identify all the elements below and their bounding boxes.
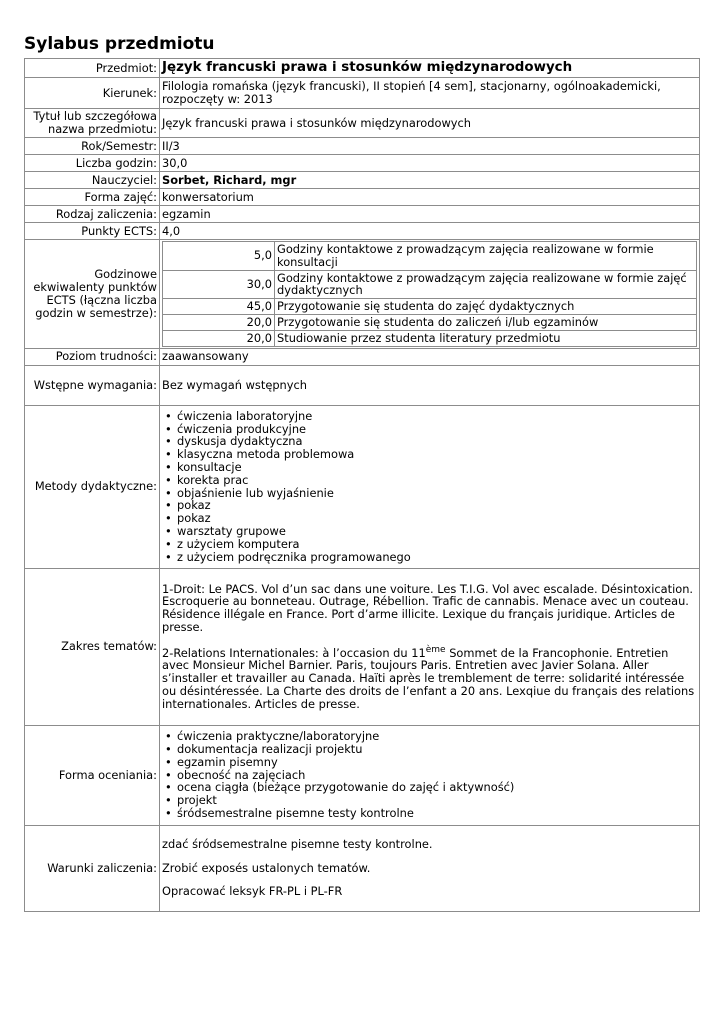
list-item: • korekta prac [162,474,697,487]
list-item: • ćwiczenia praktyczne/laboratoryjne [162,730,697,743]
hours-amount: 5,0 [163,242,275,271]
godzinowe-label: Godzinowe ekwiwalenty punktów ECTS (łączna liczba godzin w semestrze): [25,240,160,349]
godzinowe-value [160,240,700,349]
wymagania-value: Bez wymagań wstępnych [160,365,700,405]
metody-list [162,410,697,564]
zakres-value [160,568,700,725]
hours-item [163,299,697,315]
row-tytul [25,109,700,138]
row-rok [25,138,700,155]
tytul-label: Tytuł lub szczegółowa nazwa przedmiotu: [25,109,160,138]
row-przedmiot [25,59,700,78]
zakres-p2-start: 2-Relations Internationales: à l’occasion du 11 [162,645,426,660]
warunki-label: Warunki zaliczenia: [25,825,160,911]
list-item: • konsultacje [162,461,697,474]
kierunek-value: Filologia romańska (język francuski), II stopień [4 sem], stacjonarny, ogólnoakademicki, rozpoczęty w: 2013 [160,78,700,109]
kierunek-label: Kierunek: [25,78,160,109]
forma-oceniania-list [162,730,697,820]
syllabus-table [24,58,700,912]
warunki-line-1: zdać śródsemestralne pisemne testy kontrolne. [162,836,433,851]
list-item: • z użyciem podręcznika programowanego [162,551,697,564]
list-item: • klasyczna metoda problemowa [162,448,697,461]
liczba-godzin-label: Liczba godzin: [25,155,160,172]
list-item: • pokaz [162,499,697,512]
list-item: • obecność na zajęciach [162,769,697,782]
list-item: • objaśnienie lub wyjaśnienie [162,487,697,500]
nauczyciel-value: Sorbet, Richard, mgr [160,172,700,189]
list-item: • ćwiczenia produkcyjne [162,423,697,436]
hours-amount: 20,0 [163,330,275,346]
row-ects [25,223,700,240]
list-item: • dyskusja dydaktyczna [162,435,697,448]
forma-oceniania-value [160,725,700,825]
hours-item [163,330,697,346]
row-wymagania [25,365,700,405]
forma-zajec-label: Forma zajęć: [25,189,160,206]
zakres-p2-superscript: ème [425,644,446,655]
hours-item [163,314,697,330]
page-title: Sylabus przedmiotu [24,34,215,54]
zakres-paragraph-2 [162,644,697,711]
row-zakres [25,568,700,725]
hours-description: Przygotowanie się studenta do zajęć dydaktycznych [275,299,697,315]
row-kierunek [25,78,700,109]
rok-label: Rok/Semestr: [25,138,160,155]
warunki-line-3: Opracować leksyk FR-PL i PL-FR [162,884,343,899]
hours-list [162,241,697,347]
poziom-value: zaawansowany [160,348,700,365]
forma-oceniania-label: Forma oceniania: [25,725,160,825]
row-forma-zajec [25,189,700,206]
tytul-value: Język francuski prawa i stosunków międzynarodowych [160,109,700,138]
przedmiot-label: Przedmiot: [25,59,160,78]
poziom-label: Poziom trudności: [25,348,160,365]
list-item: • pokaz [162,512,697,525]
list-item: • z użyciem komputera [162,538,697,551]
rok-value: II/3 [160,138,700,155]
list-item: • dokumentacja realizacji projektu [162,743,697,756]
metody-value [160,405,700,568]
liczba-godzin-value: 30,0 [160,155,700,172]
zakres-label: Zakres tematów: [25,568,160,725]
row-godzinowe [25,240,700,349]
list-item: • projekt [162,794,697,807]
row-rodzaj-zaliczenia [25,206,700,223]
hours-item [163,242,697,271]
row-forma-oceniania [25,725,700,825]
row-warunki [25,825,700,911]
list-item: • ocena ciągła (bieżące przygotowanie do zajęć i aktywność) [162,781,697,794]
warunki-line-2: Zrobić exposés ustalonych tematów. [162,860,371,875]
ects-label: Punkty ECTS: [25,223,160,240]
hours-description: Godziny kontaktowe z prowadzącym zajęcia realizowane w formie konsultacji [275,242,697,271]
list-item: • śródsemestralne pisemne testy kontrolne [162,807,697,820]
row-metody [25,405,700,568]
hours-description: Godziny kontaktowe z prowadzącym zajęcia realizowane w formie zajęć dydaktycznych [275,270,697,299]
nauczyciel-label: Nauczyciel: [25,172,160,189]
list-item: • warsztaty grupowe [162,525,697,538]
hours-description: Studiowanie przez studenta literatury przedmiotu [275,330,697,346]
wymagania-label: Wstępne wymagania: [25,365,160,405]
hours-amount: 30,0 [163,270,275,299]
przedmiot-value: Język francuski prawa i stosunków międzynarodowych [160,59,700,78]
row-liczba-godzin [25,155,700,172]
hours-amount: 45,0 [163,299,275,315]
hours-amount: 20,0 [163,314,275,330]
rodzaj-zaliczenia-label: Rodzaj zaliczenia: [25,206,160,223]
rodzaj-zaliczenia-value: egzamin [160,206,700,223]
warunki-value [160,825,700,911]
forma-zajec-value: konwersatorium [160,189,700,206]
hours-item [163,270,697,299]
row-poziom [25,348,700,365]
zakres-p2-end: Sommet de la Francophonie. Entretien avec Monsieur Michel Barnier. Paris, toujours Paris. Entretien avec Javier Solana. Aller s’installer et travailler au Canada. Haïti après le tremblement de terre: solidarité intéressée ou désintéressée. La Charte des droits de l’enfant a 20 ans. Lexqiue du français des relations internationales. Articles de presse. [162,645,695,711]
list-item: • ćwiczenia laboratoryjne [162,410,697,423]
hours-description: Przygotowanie się studenta do zaliczeń i/lub egzaminów [275,314,697,330]
row-nauczyciel [25,172,700,189]
metody-label: Metody dydaktyczne: [25,405,160,568]
list-item: • egzamin pisemny [162,756,697,769]
ects-value: 4,0 [160,223,700,240]
zakres-paragraph-1: 1-Droit: Le PACS. Vol d’un sac dans une voiture. Les T.I.G. Vol avec escalade. Désintoxication. Escroquerie au bonneteau. Outrage, Rébellion. Trafic de cannabis. Menace avec un couteau. Résidence illégale en France. Port d’arme illicite. Lexique du français juridique. Articles de presse. [162,581,694,634]
